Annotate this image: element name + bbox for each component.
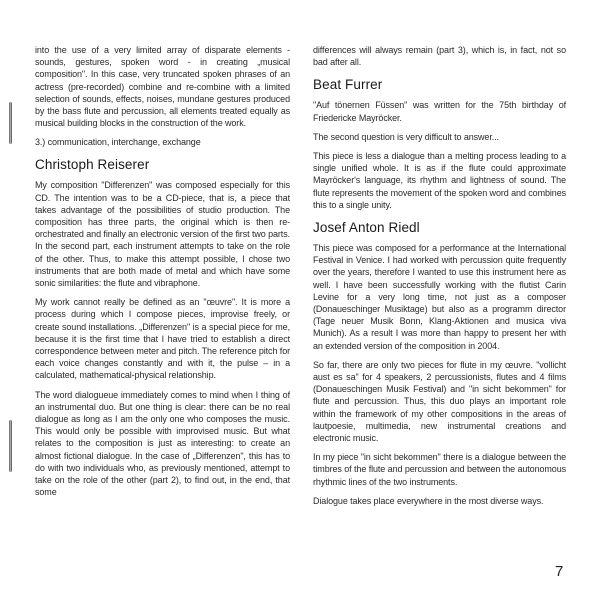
section-heading-reiserer: Christoph Reiserer — [35, 157, 150, 173]
paragraph: "Auf tönernen Füssen" was written for the 75th birthday of Friedericke Mayröcker. — [313, 100, 566, 123]
staple-bottom — [9, 420, 12, 472]
paragraph: In my piece "in sicht bekommen" there is a dialogue between the timbres of the flute and percussion and between the autonomous rhythmic lines of the two instruments. — [313, 452, 566, 487]
list-item: 3.) communication, interchange, exchange — [35, 137, 201, 148]
left-column — [35, 44, 290, 506]
paragraph: My composition "Differenzen" was composed especially for this CD. The intention was to be a CD-piece, that is, a piece that takes advantage of the possibilities of studio production. The composition has three parts, the original which is then re-orchestrated and finally an electronic version of the first two parts. In the second part, each instrument attempts to take on the role of the other. Thus, to make this attempt possible, I chose two instruments that are both made of metal and which have some sonic similarities: the flute and vibraphone. — [35, 180, 290, 289]
paragraph: So far, there are only two pieces for flute in my œuvre. "vollicht aust es sa" for 4 speakers, 2 percussionists, flutes and 4 films (Donaueschingen Musik Festival) and "in sicht bekommen" for flute and percussion. Thus, this duo plays an important role within the framework of my other compositions in the areas of lautpoesie, multimedia, new instrumental creations and electronic music. — [313, 359, 566, 444]
paragraph: My work cannot really be defined as an "œuvre". It is more a process during which I compose pieces, improvise freely, or create sound installations. „Differenzen" is a special piece for me, because it is the first time that I have tried to establish a direct correspondence between meter and pitch. The reference pitch for each voice changes constantly and with it, the pulse – in a calculated, mathematical-physical relationship. — [35, 297, 290, 381]
paragraph: Dialogue takes place everywhere in the most diverse ways. — [313, 495, 544, 506]
paragraph: The word dialogueue immediately comes to mind when I thing of an instrumental duo. But one thing is clear: there can be no real dialogue as long as I am the only one who composes the music. This would only be possible with improvised music. But what relates to the composition is just as interesting: to create an almost fictional dialogue. In the case of „Differenzen", this has to do with two individuals who, as previously mentioned, attempt to take on the role of the other (part 2), to find out, in the end, that some — [35, 389, 290, 498]
right-column — [313, 44, 566, 514]
intro-paragraph: into the use of a very limited array of disparate elements - sounds, gestures, spoken word - in creating „musical composition". In this case, very truncated spoken phrases of an actress (pre-recorded) combine and re-combine with a limited selection of sounds, effects, noises, mundane gestures produced by the bass flute and percussion, all elements treated equally as musical building blocks in the construction of the work. — [35, 45, 290, 129]
section-heading-furrer: Beat Furrer — [313, 77, 383, 93]
staple-top — [9, 102, 12, 144]
section-heading-riedl: Josef Anton Riedl — [313, 220, 420, 236]
paragraph: The second question is very difficult to answer... — [313, 131, 499, 142]
paragraph: This piece was composed for a performance at the International Festival in Venice. I had worked with percussion quite frequently over the years, therefore I wanted to use this instrument here as well. I have been successfully working with the flutist Carin Levine for a very long time, not just as a composer (Donaueschinger Musiktage) but also as a programm director (Tage neuer Musik Bonn, Klang-Aktionen and musica viva Munich). As a result I was more than happy to present her with an extended version of the composition in 2004. — [313, 243, 566, 351]
continuation-paragraph: differences will always remain (part 3), which is, in fact, not so bad after all. — [313, 45, 566, 68]
paragraph: This piece is less a dialogue than a melting process leading to a single unified whole. It is as if the flute could approximate Mayröcker's language, its rhythm and lightness of sound. The flute represents the movement of the spoken word and combines this to a single unity. — [313, 151, 566, 210]
page-number: 7 — [555, 563, 564, 580]
